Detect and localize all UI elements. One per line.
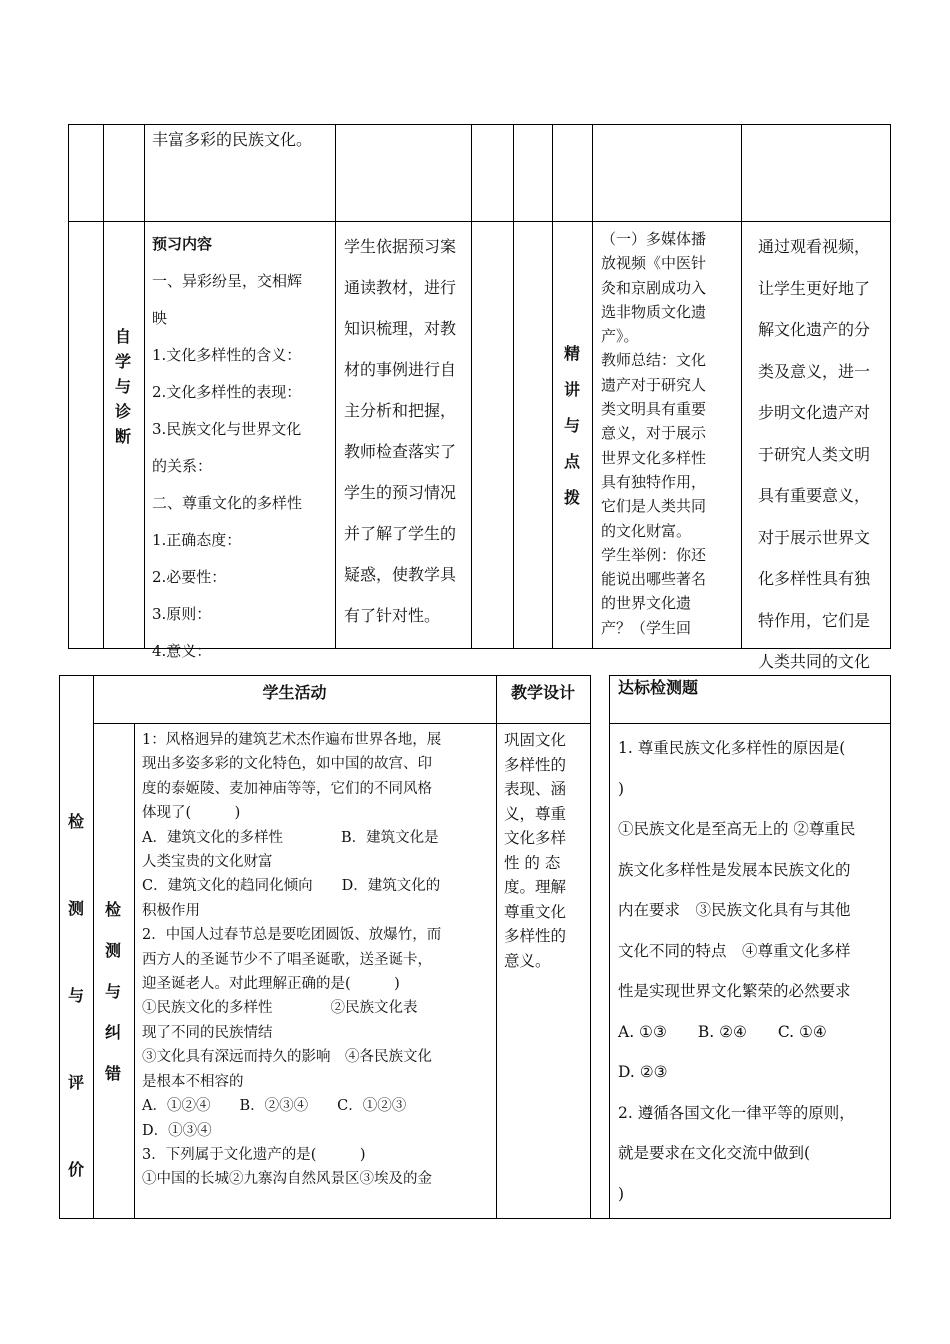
- test-line: 文化不同的特点 ④尊重文化多样: [618, 941, 851, 960]
- design-line: 度。理解: [504, 878, 567, 896]
- lower-vline-6: [609, 675, 610, 1219]
- upper-vline-7: [552, 124, 553, 649]
- preview-line: 2.必要性：: [152, 568, 227, 586]
- preview-line: 一、异彩纷呈，交相辉: [152, 272, 303, 290]
- design-line: 意义。: [504, 951, 551, 970]
- lower-vline-3: [134, 723, 135, 1219]
- design-line: 通过观看视频，: [758, 237, 871, 256]
- question-line: ③文化具有深远而持久的影响 ④各民族文化: [142, 1049, 432, 1066]
- lower-vline-7: [890, 675, 891, 1219]
- preview-line: 1.文化多样性的含义：: [152, 346, 302, 364]
- lecture-line: 产》。: [601, 327, 639, 346]
- question-line: 1：风格迥异的建筑艺术杰作遍布世界各地，展: [142, 732, 442, 748]
- design-line: 对于展示世界文: [758, 527, 871, 547]
- design-line: 步明文化遗产对: [758, 403, 871, 422]
- label-char: 诊: [114, 402, 131, 421]
- label-char: 错: [104, 1064, 121, 1083]
- lecture-line: 能说出哪些著名: [601, 570, 707, 589]
- question-line: 现出多姿多彩的文化特色，如中国的故宫、印: [142, 756, 432, 773]
- question-line: 西方人的圣诞节少不了唱圣诞歌，送圣诞卡，: [142, 951, 432, 968]
- questions-content: [142, 728, 495, 1218]
- activity-line: 疑惑，使教学具: [344, 565, 457, 584]
- lower-vline-2: [93, 675, 94, 1219]
- test-line: 1. 尊重民族文化多样性的原因是(: [618, 739, 846, 757]
- preview-line: 3.原则：: [152, 605, 212, 623]
- design-line: 于研究人类文明: [758, 444, 871, 464]
- lecture-line: （一）多媒体播: [601, 230, 707, 248]
- upper-vline-2: [103, 124, 104, 649]
- design-line: 多样性的: [504, 927, 567, 945]
- test-line: ): [618, 1184, 625, 1203]
- design-line: 表现、涵: [504, 780, 567, 798]
- label-char: 与: [67, 986, 84, 1005]
- design-line: 巩固文化: [504, 731, 567, 749]
- question-line: A．①②④ B．②③④ C．①②③: [142, 1098, 407, 1115]
- preview-line: 4.意义：: [152, 642, 212, 660]
- label-char: 与: [563, 416, 580, 435]
- test-line: 族文化多样性是发展本民族文化的: [618, 860, 851, 879]
- activity-line: 学生依据预习案: [344, 237, 457, 256]
- question-line: 度的泰姬陵、麦加神庙等等，它们的不同风格: [142, 780, 432, 797]
- lower-top-border: [59, 675, 591, 676]
- label-char: 检: [67, 812, 84, 831]
- header-teaching-design: 教学设计: [510, 683, 575, 702]
- lecture-content: [601, 227, 740, 648]
- preview-line: 映: [152, 309, 168, 327]
- activity-line: 通读教材，进行: [344, 278, 457, 297]
- label-char: 自: [114, 327, 131, 346]
- label-char: 拨: [563, 488, 580, 507]
- label-char: 评: [67, 1073, 84, 1092]
- design-line: 义，尊重: [504, 804, 567, 823]
- test-line: D. ②③: [618, 1063, 668, 1081]
- question-line: 3．下列属于文化遗产的是( ): [142, 1146, 366, 1163]
- question-line: 是根本不相容的: [142, 1073, 244, 1090]
- label-char: 测: [67, 899, 84, 918]
- design-line: 人类共同的文化: [758, 652, 871, 671]
- test-line: 内在要求 ③民族文化具有与其他: [618, 901, 851, 919]
- activity-line: 学生的预习情况: [344, 483, 457, 502]
- design-line: 多样性的: [504, 755, 567, 774]
- label-char: 点: [563, 452, 580, 471]
- lower-vline-4: [496, 675, 497, 1219]
- design-line: 文化多样: [504, 829, 567, 847]
- test-line: ①民族文化是至高无上的 ②尊重民: [618, 820, 856, 838]
- preview-line: 1.正确态度：: [152, 531, 242, 549]
- label-char: 与: [114, 377, 131, 396]
- upper-vline-6: [513, 124, 514, 649]
- lecture-line: 的文化财富。: [601, 521, 692, 540]
- test-line: A. ①③ B. ②④ C. ①④: [618, 1022, 827, 1041]
- correction-label: [101, 889, 125, 1094]
- question-line: 迎圣诞老人。对此理解正确的是( ): [142, 976, 400, 993]
- lecture-line: 意义，对于展示: [601, 424, 707, 443]
- upper-vline-9: [741, 124, 742, 649]
- question-line: 积极作用: [142, 902, 200, 919]
- preview-line: 的关系：: [152, 457, 213, 475]
- question-line: 体现了( ): [142, 805, 241, 822]
- lecture-line: 的世界文化遗: [601, 594, 692, 613]
- design-line: 解文化遗产的分: [758, 320, 871, 339]
- preview-content: [152, 226, 334, 660]
- student-activity: [344, 226, 470, 648]
- label-char: 讲: [563, 380, 580, 399]
- lecture-line: 灸和京剧成功入: [601, 278, 707, 297]
- question-line: ①民族文化的多样性 ②民族文化表: [142, 1000, 418, 1017]
- self-study-label: [111, 324, 135, 449]
- preview-line: 二、尊重文化的多样性: [152, 494, 303, 512]
- question-line: C．建筑文化的趋同化倾向 D．建筑文化的: [142, 878, 441, 895]
- label-char: 纠: [104, 1023, 121, 1042]
- upper-vline-3: [144, 124, 145, 649]
- lecture-line: 它们是人类共同: [601, 497, 707, 516]
- lecture-line: 具有独特作用，: [601, 472, 707, 491]
- upper-vline-8: [592, 124, 593, 649]
- label-char: 断: [114, 427, 131, 446]
- test-line: ): [618, 779, 625, 798]
- upper-vline-5: [471, 124, 472, 649]
- upper-row-divider: [68, 221, 891, 222]
- question-line: D．①③④: [142, 1122, 212, 1139]
- activity-line: 知识梳理，对教: [344, 319, 457, 338]
- lower-vline-1: [59, 675, 60, 1219]
- label-char: 与: [104, 982, 121, 1001]
- design-line: 性 的 态: [504, 853, 561, 872]
- question-line: 2．中国人过春节总是要吃团圆饭、放爆竹，而: [142, 927, 442, 944]
- lecture-line: 学生举例：你还: [601, 545, 707, 564]
- lecture-line: 产？（学生回: [601, 618, 692, 637]
- lecture-line: 遗产对于研究人: [601, 375, 707, 394]
- design-line: 化多样性具有独: [758, 569, 871, 588]
- lecture-line: 选非物质文化遗: [601, 302, 707, 321]
- test-title: 达标检测题: [618, 678, 699, 697]
- design-content: [758, 226, 889, 671]
- test-header-divider: [609, 723, 891, 724]
- label-char: 检: [104, 900, 121, 919]
- design-line: 让学生更好地了: [758, 278, 871, 298]
- question-line: 人类宝贵的文化财富: [142, 854, 273, 871]
- lecture-line: 教师总结：文化: [601, 351, 707, 370]
- upper-vline-1: [68, 124, 69, 649]
- lower-design-content: [504, 728, 588, 1218]
- label-char: 价: [67, 1160, 84, 1179]
- preview-line: 3.民族文化与世界文化: [152, 420, 302, 438]
- preview-line: 2.文化多样性的表现：: [152, 383, 302, 401]
- design-line: 类及意义，进一: [758, 361, 871, 381]
- lower-vline-5: [590, 675, 591, 1219]
- test-line: 性是实现世界文化繁荣的必然要求: [618, 982, 851, 1000]
- lecture-line: 世界文化多样性: [601, 448, 707, 467]
- lower-bottom-border: [59, 1218, 891, 1219]
- label-char: 精: [563, 344, 580, 363]
- question-line: A．建筑文化的多样性 B．建筑文化是: [142, 829, 439, 846]
- design-line: 特作用，它们是: [758, 610, 871, 630]
- preview-title: 预习内容: [152, 235, 213, 253]
- label-char: 测: [104, 941, 121, 960]
- test-line: 2. 遵循各国文化一律平等的原则，: [618, 1103, 855, 1122]
- lower-header-divider: [93, 723, 591, 724]
- lecture-label: [560, 336, 584, 516]
- activity-line: 材的事例进行自: [344, 360, 457, 379]
- question-line: 现了不同的民族情结: [142, 1024, 273, 1041]
- lecture-line: 类文明具有重要: [601, 400, 707, 419]
- row1-content: 丰富多彩的民族文化。: [152, 130, 313, 149]
- activity-line: 有了针对性。: [344, 606, 441, 625]
- test-content: [618, 728, 888, 1216]
- lecture-line: 放视频《中医针: [601, 254, 707, 273]
- design-line: 具有重要意义，: [758, 486, 871, 505]
- activity-line: 并了解了学生的: [344, 524, 457, 543]
- activity-line: 教师检查落实了: [344, 442, 457, 461]
- design-line: 尊重文化: [504, 902, 567, 921]
- upper-vline-4: [335, 124, 336, 649]
- header-student-activity: 学生活动: [262, 683, 327, 702]
- label-char: 学: [114, 352, 131, 371]
- upper-vline-10: [890, 124, 891, 649]
- question-line: ①中国的长城②九寨沟自然风景区③埃及的金: [142, 1171, 432, 1188]
- evaluation-label: [64, 778, 88, 1213]
- test-top-border: [609, 675, 891, 676]
- activity-line: 主分析和把握，: [344, 401, 457, 420]
- test-line: 就是要求在文化交流中做到(: [618, 1144, 811, 1162]
- upper-top-border: [68, 124, 891, 125]
